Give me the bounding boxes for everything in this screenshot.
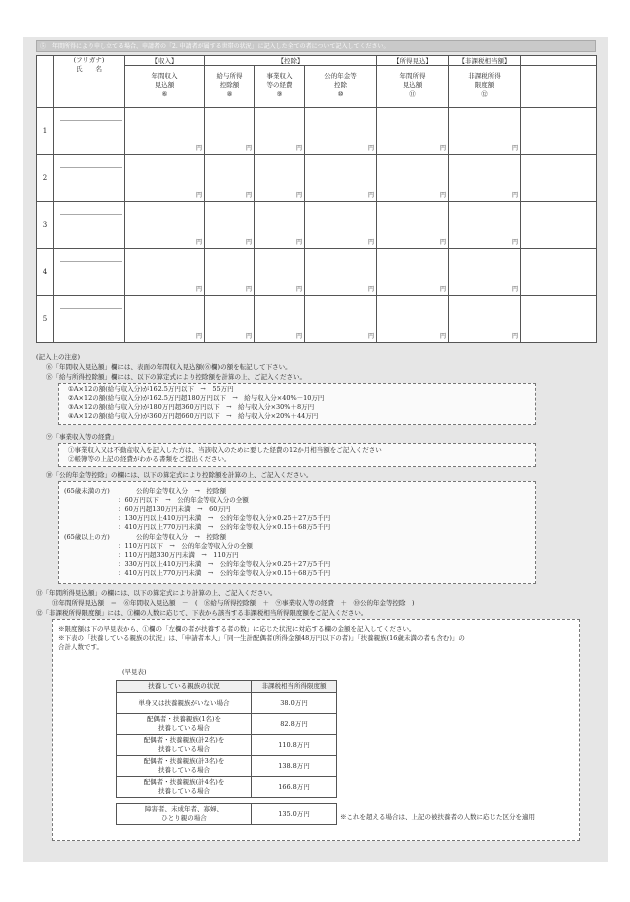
table-row: 単身又は扶養親族がいない場合 38.0万円: [117, 693, 337, 714]
amount-cell[interactable]: 円: [305, 155, 377, 202]
note-12: ⑫「非課税所得限度額」には、①欄の人数に応じて、下表から該当する非課税相当所得限度額をご記入ください。: [36, 609, 368, 617]
name-input[interactable]: [54, 249, 125, 296]
table-row: [37, 108, 597, 155]
note-8: ⑧「給与所得控除額」欄には、以下の算定式により控除額を計算の上、ご記入ください。: [46, 373, 306, 381]
amount-cell[interactable]: 円: [255, 249, 305, 296]
name-input[interactable]: [54, 202, 125, 249]
table-row: [37, 296, 597, 343]
salary-rule: ①A×12の額(給与収入分)が162.5万円以下 → 55万円: [68, 385, 234, 393]
amount-cell[interactable]: 円: [125, 108, 205, 155]
group-income: 【収入】: [125, 56, 205, 66]
amount-cell[interactable]: 円: [449, 296, 521, 343]
group-income-estimate: 【所得見込】: [377, 56, 449, 66]
table-row: 配偶者・扶養親族(1名)を 扶養している場合 82.8万円: [117, 714, 337, 735]
hayami-title: (早見表): [122, 668, 147, 676]
amount-cell[interactable]: 円: [205, 155, 255, 202]
amount-cell[interactable]: 円: [305, 202, 377, 249]
salary-rule: ③A×12の額(給与収入分)が180万円超360万円以下 → 給与収入分×30%＋8万円: [68, 403, 315, 411]
table-row: 配偶者・扶養親族(計3名)を 扶養している場合 138.8万円: [117, 756, 337, 777]
table-row: 障害者、未成年者、寡婦、 ひとり親の場合 135.0万円: [117, 804, 337, 825]
col-pension-deduction: 公的年金等 控除 ⑩: [305, 66, 377, 108]
group-deduction: 【控除】: [205, 56, 377, 66]
note-6: ⑥「年間収入見込額」欄には、表面の年間収入見込額(⑥欄)の額を転記して下さい。: [46, 363, 292, 371]
income-formula: ⑪年間所得見込額 ＝ ⑥年間収入見込額 － ( ⑧給与所得控除額 ＋ ⑨事業収入等の経費 ＋ ⑩公的年金等控除 ): [52, 599, 415, 607]
table-row: [37, 155, 597, 202]
income-table: [36, 55, 597, 343]
name-input[interactable]: [54, 155, 125, 202]
amount-cell[interactable]: 円: [255, 202, 305, 249]
section-header-bar: ⑤ 年間所得により申し立てる場合、申請者の「2. 申請者が属する世帯の状況」に記入した全ての者について記入してください。: [36, 40, 596, 52]
table-row: [37, 249, 597, 296]
quick-reference-note: ※これを超える場合は、上記の被扶養者の人数に応じた区分を適用: [340, 813, 535, 821]
amount-cell[interactable]: 円: [305, 296, 377, 343]
over65-label: (65歳以上の方): [64, 533, 110, 541]
amount-cell[interactable]: 円: [125, 155, 205, 202]
expense-rule: ②帳簿等の上記の経費がわかる書類をご提出ください。: [68, 455, 231, 463]
table-row: [37, 202, 597, 249]
name-header: (フリガナ) 氏 名: [54, 56, 125, 108]
row-number: 2: [37, 155, 54, 202]
amount-cell[interactable]: 円: [449, 249, 521, 296]
expense-rule: ①事業収入又は不動産収入を記入した方は、当該収入のために要した経費の12か月相当額をご記入ください: [68, 446, 382, 454]
amount-cell[interactable]: 円: [305, 108, 377, 155]
amount-cell[interactable]: 円: [205, 202, 255, 249]
row-number: 1: [37, 108, 54, 155]
col-annual-income-estimate: 年間所得 見込額 ⑪: [377, 66, 449, 108]
table-row: 配偶者・扶養親族(計4名)を 扶養している場合 166.8万円: [117, 777, 337, 798]
notes-title: (記入上の注意): [36, 353, 81, 361]
amount-cell[interactable]: 円: [125, 249, 205, 296]
amount-cell[interactable]: 円: [377, 202, 449, 249]
group-nontax: 【非課税相当額】: [449, 56, 521, 66]
row-number: 5: [37, 296, 54, 343]
note-11: ⑪「年間所得見込額」の欄には、以下の算定式により計算の上、ご記入ください。: [36, 589, 277, 597]
amount-cell[interactable]: 円: [205, 108, 255, 155]
name-input[interactable]: [54, 108, 125, 155]
salary-rule: ②A×12の額(給与収入分)が162.5万円超180万円以下 → 給与収入分×40%－10万円: [68, 394, 325, 402]
amount-cell[interactable]: 円: [125, 202, 205, 249]
amount-cell[interactable]: 円: [449, 202, 521, 249]
salary-rule: ④A×12の額(給与収入分)が360万円超660万円以下 → 給与収入分×20%＋44万円: [68, 412, 319, 420]
col-business-expense: 事業収入 等の経費 ⑨: [255, 66, 305, 108]
amount-cell[interactable]: 円: [205, 249, 255, 296]
amount-cell[interactable]: 円: [125, 296, 205, 343]
name-input[interactable]: [54, 296, 125, 343]
row-number: 4: [37, 249, 54, 296]
amount-cell[interactable]: 円: [377, 249, 449, 296]
note-10: ⑩「公的年金等控除」の欄には、以下の算定式により控除額を計算の上、ご記入ください。: [46, 471, 313, 479]
amount-cell[interactable]: 円: [205, 296, 255, 343]
amount-cell[interactable]: 円: [377, 108, 449, 155]
amount-cell[interactable]: 円: [449, 155, 521, 202]
note-9: ⑨「事業収入等の経費」: [46, 433, 118, 441]
amount-cell[interactable]: 円: [377, 296, 449, 343]
row-number: 3: [37, 202, 54, 249]
amount-cell[interactable]: 円: [255, 296, 305, 343]
table-row: 配偶者・扶養親族(計2名)を 扶養している場合 110.8万円: [117, 735, 337, 756]
amount-cell[interactable]: 円: [255, 155, 305, 202]
amount-cell[interactable]: 円: [305, 249, 377, 296]
under65-label: (65歳未満の方): [64, 487, 110, 495]
col-annual-income: 年間収入 見込額 ⑥: [125, 66, 205, 108]
quick-reference-table: 扶養している親族の状況 非課税相当所得限度額 単身又は扶養親族がいない場合 38.0万円 配偶者・扶養親族(1名)を 扶養している場合 82.8万円 配偶者・扶養親族(計2名)を 扶養している場合 110.8万円 配偶者・扶養親族(計3名)を 扶養している場合 138.8万円 配偶者・扶養親族(計4名)を 扶養している場合 166.8万円 障害者、未成年者、寡婦、 ひとり親の場合 135.0万円: [116, 680, 337, 825]
amount-cell[interactable]: 円: [449, 108, 521, 155]
amount-cell[interactable]: 円: [255, 108, 305, 155]
col-nontax-limit: 非課税所得 限度額 ⑫: [449, 66, 521, 108]
col-salary-deduction: 給与所得 控除額 ⑧: [205, 66, 255, 108]
amount-cell[interactable]: 円: [377, 155, 449, 202]
